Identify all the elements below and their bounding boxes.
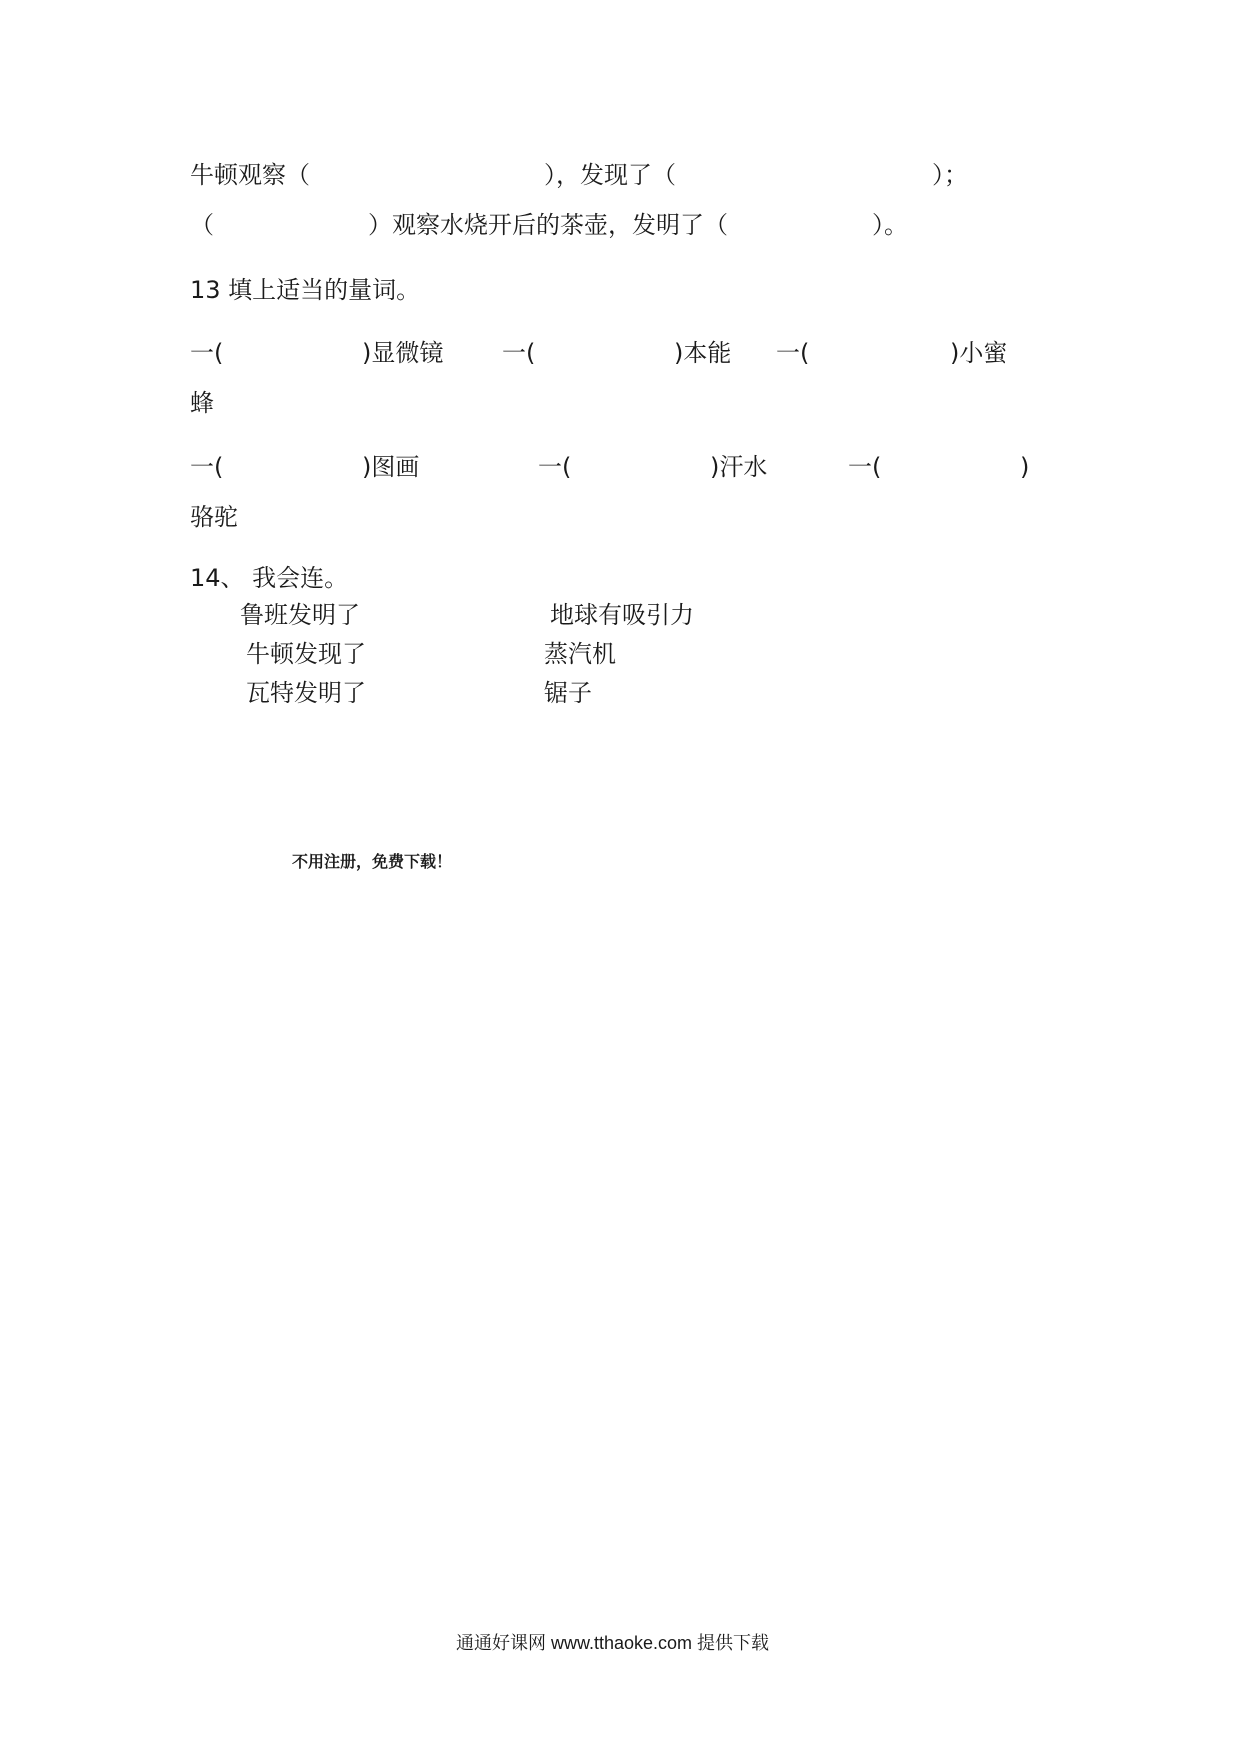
q13-row2-item1-suffix: )图画 bbox=[362, 453, 420, 481]
q13-row1-item1-suffix: )显微镜 bbox=[362, 339, 444, 367]
q12-line1-text-b: ），发现了（ bbox=[544, 161, 676, 189]
q13-row1-item3-suffix: )小蜜 bbox=[950, 339, 1008, 367]
q13-row1-wrap: 蜂 bbox=[190, 389, 214, 417]
q13-row2-item1-prefix: 一( bbox=[190, 453, 224, 481]
page-footer: 通通好课网 www.tthaoke.com 提供下载 bbox=[456, 1633, 770, 1653]
q13-row2-wrap: 骆驼 bbox=[190, 503, 238, 531]
q14-left-item: 瓦特发明了 bbox=[246, 679, 366, 707]
q14-right-item: 蒸汽机 bbox=[544, 640, 616, 668]
q14-left-item: 鲁班发明了 bbox=[240, 601, 360, 629]
q13-row2-item3-suffix: ) bbox=[1020, 453, 1030, 481]
q13-row1-item2-suffix: )本能 bbox=[674, 339, 732, 367]
q13-row1-item2-prefix: 一( bbox=[502, 339, 536, 367]
q13-row1-item3-prefix: 一( bbox=[776, 339, 810, 367]
q13-title: 13 填上适当的量词。 bbox=[190, 276, 421, 304]
q14-right-item: 锯子 bbox=[544, 679, 592, 707]
q13-row2-item3-prefix: 一( bbox=[848, 453, 882, 481]
q14-left-item: 牛顿发现了 bbox=[246, 640, 366, 668]
q13-row1-item1-prefix: 一( bbox=[190, 339, 224, 367]
q12-line2-text-b: ）观察水烧开后的茶壶，发明了（ bbox=[368, 211, 728, 239]
q13-row2-item2-suffix: )汗水 bbox=[710, 453, 768, 481]
q12-line2-text-c: ）。 bbox=[872, 211, 908, 239]
q12-line1-text-c: ）； bbox=[932, 161, 968, 189]
q13-row2-item2-prefix: 一( bbox=[538, 453, 572, 481]
q14-title: 14、 我会连。 bbox=[190, 564, 349, 592]
q12-line1-text-a: 牛顿观察（ bbox=[190, 161, 310, 189]
free-download-notice: 不用注册，免费下载！ bbox=[292, 852, 453, 871]
q12-line2-text-a: （ bbox=[190, 211, 214, 239]
q14-right-item: 地球有吸引力 bbox=[550, 601, 694, 629]
